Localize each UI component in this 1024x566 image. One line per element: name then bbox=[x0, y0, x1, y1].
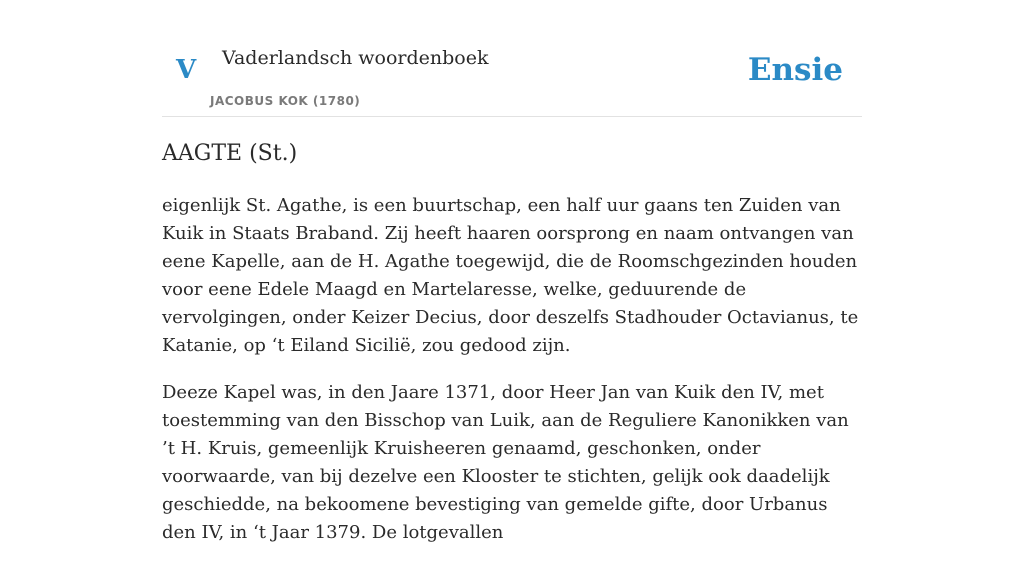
header bbox=[162, 0, 862, 117]
entry-title: AAGTE (St.) bbox=[162, 141, 298, 166]
book-author: JACOBUS KOK (1780) bbox=[210, 94, 361, 108]
entry-paragraph: Deeze Kapel was, in den Jaare 1371, door Heer Jan van Kuik den IV, met toestemming van den Bisschop van Luik, aan de Reguliere Kanonikken van ’t H. Kruis, gemeenlijk Kruisheeren genaamd, geschonken, onder voorwaarde, van bij dezelve een Klooster te stichten, gelijk ook daadelijk geschiedde, na bekoomene bevestiging van gemelde gifte, door Urbanus den IV, in ‘t Jaar 1379. De lotgevallen bbox=[162, 382, 849, 543]
entry-body bbox=[162, 192, 862, 566]
dictionary-letter-link[interactable]: V bbox=[176, 55, 197, 85]
ensie-logo-link[interactable]: Ensie bbox=[747, 52, 843, 88]
entry-paragraph: eigenlijk St. Agathe, is een buurtschap, een half uur gaans ten Zuiden van Kuik in Staats Braband. Zij heeft haaren oorsprong en naam ontvangen van eene Kapelle, aan de H. Agathe toegewijd, die de Roomschgezinden houden voor eene Edele Maagd en Martelaresse, welke, geduurende de vervolgingen, onder Keizer Decius, door deszelfs Stadhouder Octavianus, te Katanie, op ‘t Eiland Sicilië, zou gedood zijn. bbox=[162, 195, 859, 356]
book-title[interactable]: Vaderlandsch woordenboek bbox=[222, 47, 489, 69]
